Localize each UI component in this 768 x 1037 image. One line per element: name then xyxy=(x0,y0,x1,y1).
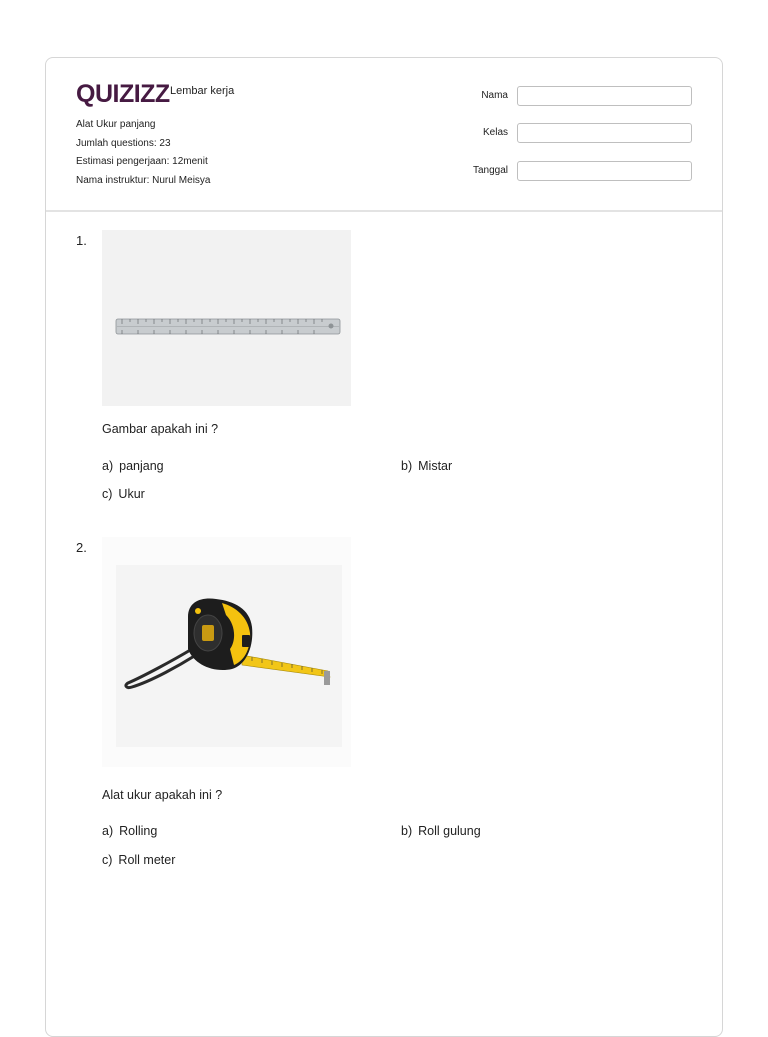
tape-measure-illustration xyxy=(102,537,351,767)
option-letter: b) xyxy=(401,824,413,838)
question-2-option-a[interactable] xyxy=(102,824,157,838)
question-1-number: 1. xyxy=(76,233,87,248)
option-letter: a) xyxy=(102,824,114,838)
option-text: Roll meter xyxy=(118,853,176,867)
question-1-text: Gambar apakah ini ? xyxy=(102,422,219,436)
date-label: Tanggal xyxy=(472,165,508,176)
question-1-option-b[interactable] xyxy=(401,459,452,473)
option-text: Rolling xyxy=(119,824,158,838)
name-label: Nama xyxy=(481,90,508,101)
date-field[interactable] xyxy=(517,161,692,181)
option-letter: b) xyxy=(401,459,413,473)
steel-ruler-image xyxy=(102,230,351,406)
question-1-option-a[interactable] xyxy=(102,459,164,473)
questions-count: Jumlah questions: 23 xyxy=(76,137,171,149)
worksheet-header xyxy=(46,58,722,212)
option-text: Roll gulung xyxy=(418,824,481,838)
duration-estimate: Estimasi pengerjaan: 12menit xyxy=(76,156,208,167)
quizizz-logo: QUIZIZZ xyxy=(76,80,170,108)
option-text: panjang xyxy=(119,459,164,473)
worksheet-meta xyxy=(76,116,210,190)
option-text: Mistar xyxy=(418,459,453,473)
option-letter: c) xyxy=(102,853,113,867)
worksheet-title: Alat Ukur panjang xyxy=(76,119,156,130)
ruler-illustration xyxy=(102,230,351,406)
worksheet-subtitle: Lembar kerja xyxy=(170,85,235,97)
question-2-option-c[interactable] xyxy=(102,853,175,867)
option-text: Ukur xyxy=(118,487,145,501)
tape-measure-image xyxy=(102,537,351,767)
class-field[interactable] xyxy=(517,123,692,143)
instructor-name: Nama instruktur: Nurul Meisya xyxy=(76,174,211,186)
question-1-option-c[interactable] xyxy=(102,487,145,501)
class-label: Kelas xyxy=(482,127,508,138)
option-letter: a) xyxy=(102,459,114,473)
question-2-number: 2. xyxy=(76,540,87,555)
name-field[interactable] xyxy=(517,86,692,106)
question-2-option-b[interactable] xyxy=(401,824,481,838)
question-2-text: Alat ukur apakah ini ? xyxy=(102,788,223,802)
option-letter: c) xyxy=(102,487,113,501)
